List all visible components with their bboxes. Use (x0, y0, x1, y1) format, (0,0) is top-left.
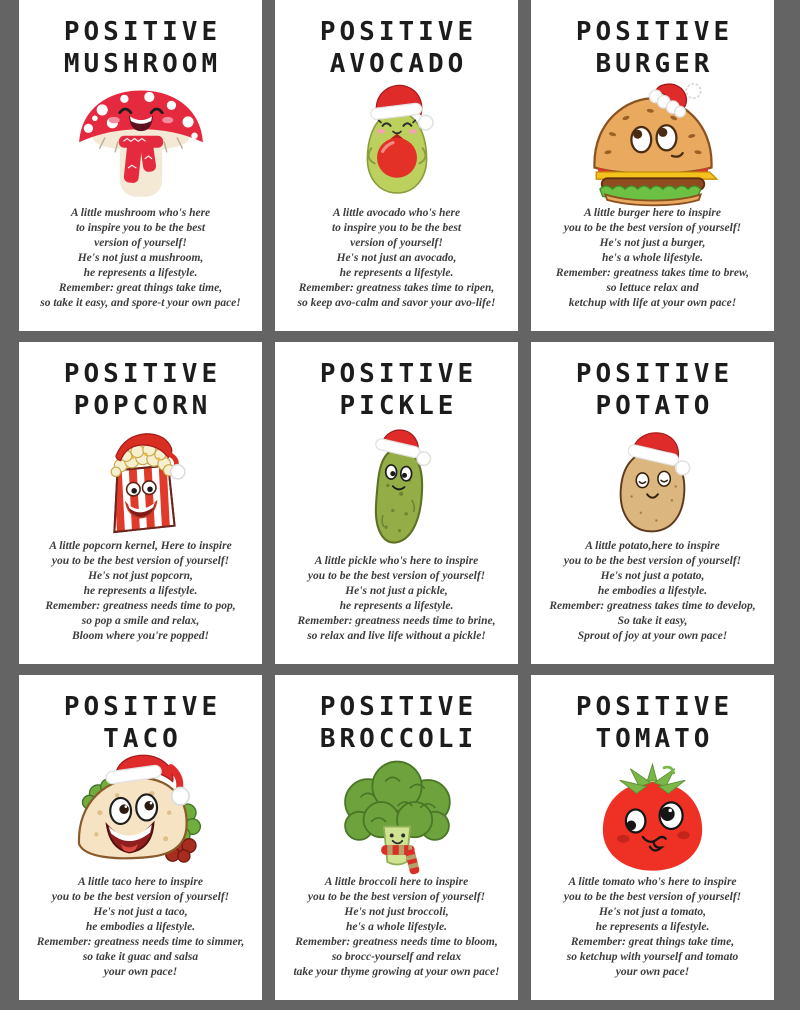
card-title-line2: BURGER (595, 49, 714, 79)
card-poem: A little burger here to inspire you to be the best version of yourself! He's not just a burger, he's a whole lifestyle. Remember: greatness takes time to brew, so lettuce relax and ketchup with life at your own pace! (555, 207, 750, 309)
card-title-line2: POPCORN (73, 391, 212, 421)
card-positive-pickle (275, 342, 518, 664)
card-title-line2: AVOCADO (329, 49, 468, 79)
card-title-line1: POSITIVE (575, 692, 734, 722)
card-title-line1: POSITIVE (319, 17, 478, 47)
card-positive-burger (531, 0, 774, 331)
card-title-line1: POSITIVE (319, 692, 478, 722)
card-title-line1: POSITIVE (63, 17, 222, 47)
card-poem: A little pickle who's here to inspire you to be the best version of yourself! He's not just a pickle, he represents a lifestyle. Remember: greatness needs time to brine, so relax and live life without a pickle! (297, 555, 496, 642)
mushroom-with-scarf-illustration (70, 84, 212, 206)
burger-with-santa-hat-illustration (574, 84, 732, 206)
card-positive-mushroom (19, 0, 262, 331)
pickle-with-santa-hat-illustration (351, 426, 443, 554)
avocado-with-santa-hat-illustration (349, 84, 445, 206)
taco-with-santa-hat-illustration (65, 759, 217, 875)
card-title (572, 358, 733, 422)
card-title-line2: TACO (103, 724, 182, 754)
card-title-line2: TOMATO (595, 724, 714, 754)
card-title-line2: BROCCOLI (319, 724, 478, 754)
card-poem: A little broccoli here to inspire you to be the best version of yourself! He's not just broccoli, he's a whole lifestyle. Remember: greatness needs time to bloom, so brocc-yourself and relax take your thyme growing at your own pace! (293, 876, 500, 978)
broccoli-with-scarf-illustration (331, 759, 463, 875)
card-title (316, 358, 477, 422)
card-poem: A little tomato who's here to inspire you to be the best version of yourself! He's not just a tomato, he represents a lifestyle. Remember: great things take time, so ketchup with yourself and tomato your own pace! (563, 876, 742, 978)
card-title (316, 691, 477, 755)
card-title-line2: PICKLE (339, 391, 458, 421)
card-poem: A little potato,here to inspire you to be the best version of yourself! He's not just a potato, he embodies a lifestyle. Remember: greatness takes time to develop, So take it easy, Sprout of joy at your own pace! (549, 540, 756, 642)
card-poem: A little mushroom who's here to inspire you to be the best version of yourself! He's not just a mushroom, he represents a lifestyle. Remember: great things take time, so take it easy, and spore-t your own pace! (40, 207, 241, 309)
card-title (572, 16, 733, 80)
card-positive-avocado (275, 0, 518, 331)
card-positive-broccoli (275, 675, 518, 1000)
card-positive-tomato (531, 675, 774, 1000)
card-title-line2: MUSHROOM (63, 49, 222, 79)
card-title-line2: POTATO (595, 391, 714, 421)
card-poem: A little popcorn kernel, Here to inspire you to be the best version of yourself! He's not just popcorn, he represents a lifestyle. Remember: greatness needs time to pop, so pop a smile and relax, Bloom where you're popped! (45, 540, 236, 642)
card-poem: A little avocado who's here to inspire you to be the best version of yourself! He's not just an avocado, he represents a lifestyle. Remember: greatness takes time to ripen, so keep avo-calm and savor your avo-life! (297, 207, 496, 309)
card-title (60, 691, 221, 755)
card-positive-potato (531, 342, 774, 664)
card-positive-popcorn (19, 342, 262, 664)
card-title-line1: POSITIVE (575, 17, 734, 47)
card-title (60, 358, 221, 422)
card-poem: A little taco here to inspire you to be the best version of yourself! He's not just a taco, he embodies a lifestyle. Remember: greatness needs time to simmer, so take it guac and salsa your own pace! (36, 876, 245, 978)
potato-with-santa-hat-illustration (602, 426, 703, 539)
card-title-line1: POSITIVE (63, 692, 222, 722)
card-positive-taco (19, 675, 262, 1000)
card-title-line1: POSITIVE (575, 359, 734, 389)
card-title-line1: POSITIVE (319, 359, 478, 389)
tomato-illustration (586, 759, 719, 875)
popcorn-with-santa-hat-illustration (89, 426, 192, 539)
card-title (60, 16, 221, 80)
card-title (572, 691, 733, 755)
card-title-line1: POSITIVE (63, 359, 222, 389)
card-title (316, 16, 477, 80)
